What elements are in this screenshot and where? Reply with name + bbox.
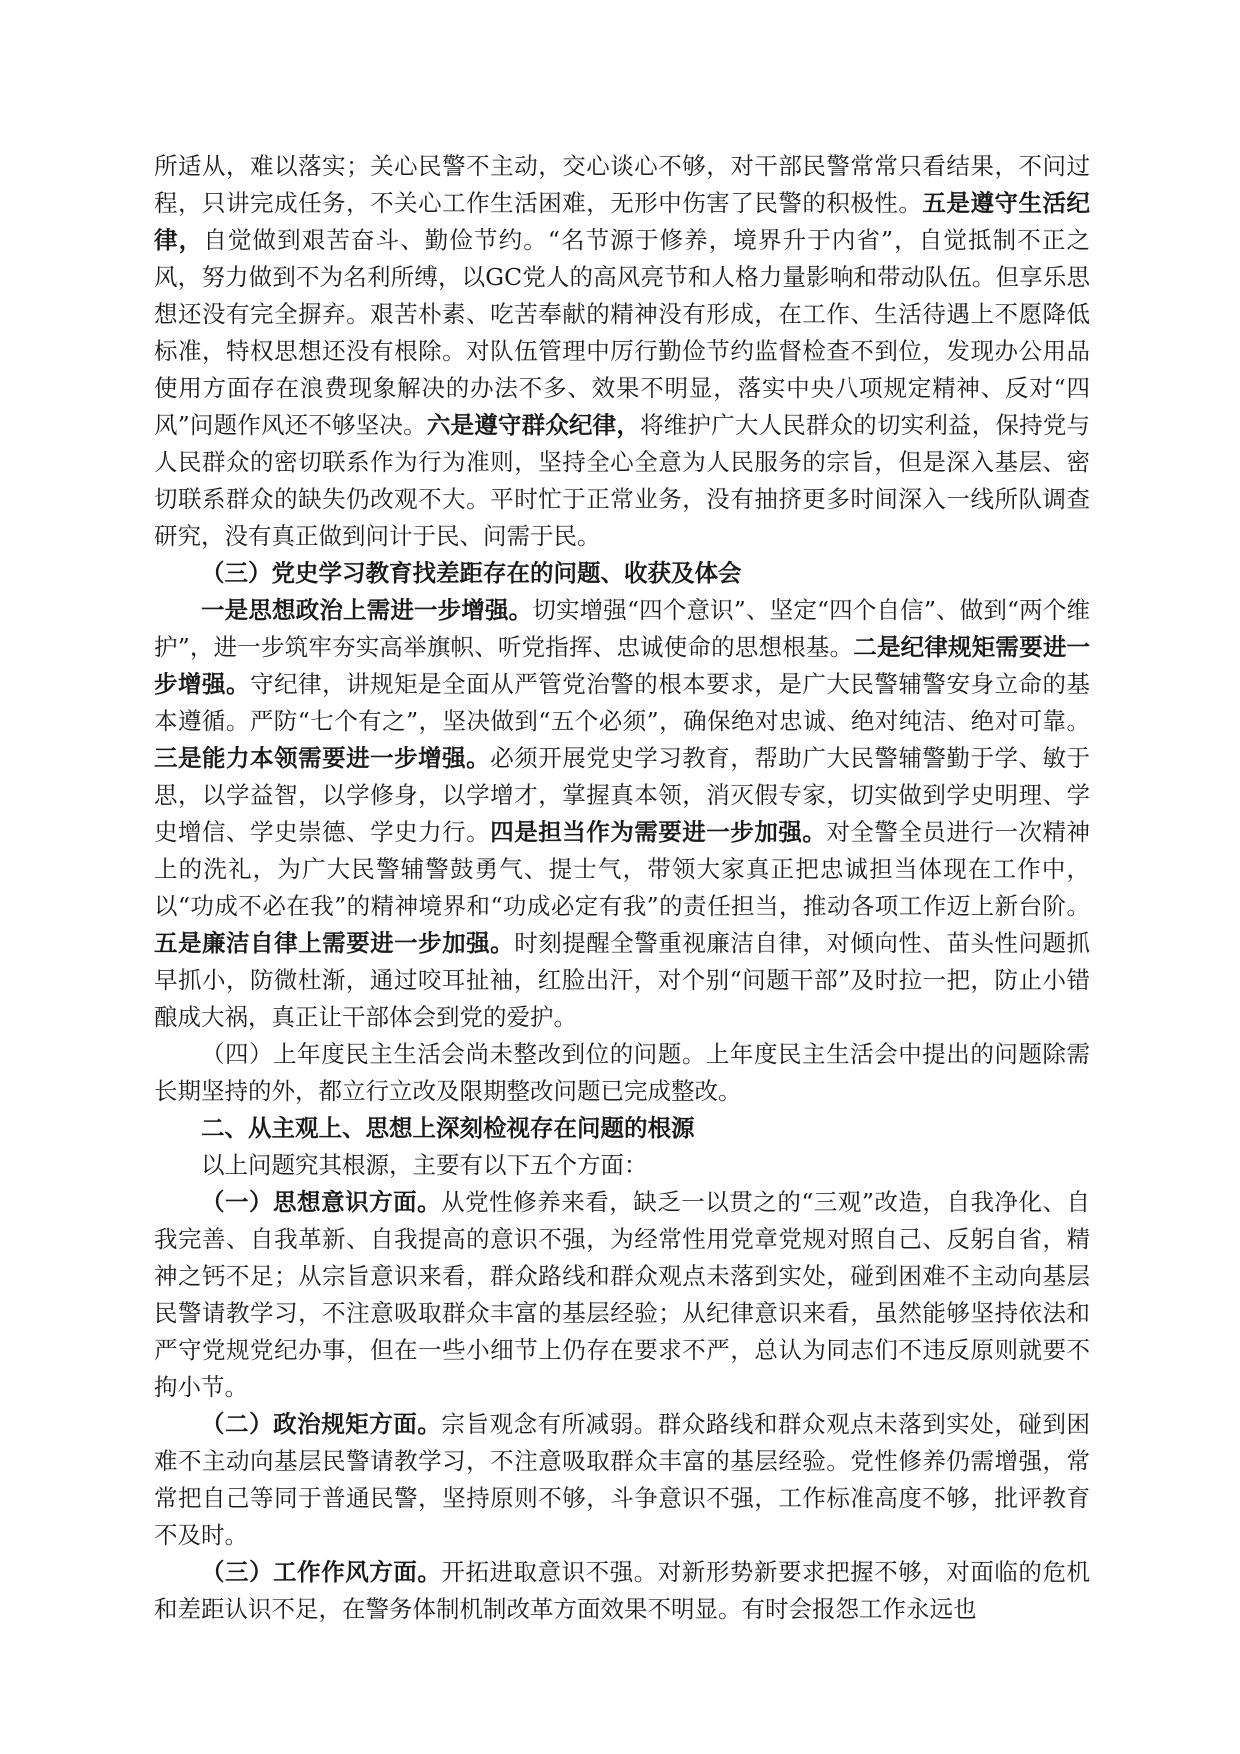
body-paragraph bbox=[154, 1184, 1090, 1406]
bold-phrase: （一）思想意识方面。 bbox=[201, 1188, 442, 1216]
bold-phrase: 四是担当作为需要进一步加强。 bbox=[490, 818, 827, 846]
bold-phrase: 二、从主观上、思想上深刻检视存在问题的根源 bbox=[201, 1114, 695, 1142]
text-run: 开拓进取意识不强。对新形势新要求把握不够，对面临的危机和差距认识不足，在警务体制机制改革方面效果不明显。有时会报怨工作永远也 bbox=[154, 1558, 1091, 1623]
text-run: 宗旨观念有所减弱。群众路线和群众观点未落到实处，碰到困难不主动向基层民警请教学习，不注意吸取群众丰富的基层经验。党性修养仍需增强，常常把自己等同于普通民警，坚持原则不够，斗争意识不强，工作标准高度不够，批评教育不及时。 bbox=[154, 1410, 1091, 1549]
bold-phrase: （三）党史学习教育找差距存在的问题、收获及体会 bbox=[201, 559, 742, 587]
bold-phrase: （三）工作作风方面。 bbox=[201, 1558, 442, 1586]
body-paragraph bbox=[154, 1036, 1090, 1110]
bold-phrase: 二是纪律规矩需要进一步增强。 bbox=[154, 633, 1091, 698]
text-run: 将维护广大人民群众的切实利益，保持党与人民群众的密切联系作为行为准则，坚持全心全意为人民服务的宗旨，但是深入基层、密切联系群众的缺失仍改观不大。平时忙于正常业务，没有抽挤更多时间深入一线所队调查研究，没有真正做到问计于民、问需于民。 bbox=[154, 411, 1091, 550]
text-run: 必须开展党史学习教育，帮助广大民警辅警勤于学、敏于思，以学益智，以学修身，以学增才，掌握真本领，消灭假专家，切实做到学史明理、学史增信、学史崇德、学史力行。 bbox=[154, 744, 1091, 846]
bold-phrase: 五是遵守生活纪律， bbox=[154, 189, 1091, 254]
body-paragraph bbox=[154, 1406, 1090, 1554]
section-heading bbox=[154, 555, 1090, 592]
text-run: 切实增强“四个意识”、坚定“四个自信”、做到“两个维护”，进一步筑牢夯实高举旗帜、听党指挥、忠诚使命的思想根基。 bbox=[154, 596, 1090, 661]
document-page bbox=[154, 148, 1090, 1628]
text-run: 以上问题究其根源，主要有以下五个方面： bbox=[201, 1151, 648, 1179]
bold-phrase: 五是廉洁自律上需要进一步加强。 bbox=[154, 929, 515, 957]
bold-phrase: 六是遵守群众纪律， bbox=[426, 411, 641, 439]
bold-phrase: 一是思想政治上需进一步增强。 bbox=[201, 596, 533, 624]
text-run: 从党性修养来看，缺乏一以贯之的“三观”改造，自我净化、自我完善、自我革新、自我提高的意识不强，为经常性用党章党规对照自己、反躬自省，精神之钙不足；从宗旨意识来看，群众路线和群众观点未落到实处，碰到困难不主动向基层民警请教学习，不注意吸取群众丰富的基层经验；从纪律意识来看，虽然能够坚持依法和严守党规党纪办事，但在一些小细节上仍存在要求不严，总认为同志们不违反原则就要不拘小节。 bbox=[154, 1188, 1091, 1401]
body-paragraph bbox=[154, 1147, 1090, 1184]
body-paragraph bbox=[154, 592, 1090, 1036]
bold-phrase: （二）政治规矩方面。 bbox=[201, 1410, 442, 1438]
text-run: 守纪律，讲规矩是全面从严管党治警的根本要求，是广大民警辅警安身立命的基本遵循。严防“七个有之”，坚决做到“五个必须”，确保绝对忠诚、绝对纯洁、绝对可靠。 bbox=[154, 670, 1091, 735]
body-paragraph bbox=[154, 148, 1090, 555]
text-run: 时刻提醒全警重视廉洁自律，对倾向性、苗头性问题抓早抓小，防微杜渐，通过咬耳扯袖，红脸出汗，对个别“问题干部”及时拉一把，防止小错酿成大祸，真正让干部体会到党的爱护。 bbox=[154, 929, 1091, 1031]
bold-phrase: 三是能力本领需要进一步增强。 bbox=[154, 744, 491, 772]
text-run: 所适从，难以落实；关心民警不主动，交心谈心不够，对干部民警常常只看结果，不问过程，只讲完成任务，不关心工作生活困难，无形中伤害了民警的积极性。 bbox=[154, 152, 1090, 217]
text-run: 对全警全员进行一次精神上的洗礼，为广大民警辅警鼓勇气、提士气，带领大家真正把忠诚担当体现在工作中，以“功成不必在我”的精神境界和“功成必定有我”的责任担当，推动各项工作迈上新台阶。 bbox=[154, 818, 1091, 920]
section-heading bbox=[154, 1110, 1090, 1147]
body-paragraph bbox=[154, 1554, 1090, 1628]
text-run: 自觉做到艰苦奋斗、勤俭节约。“名节源于修养，境界升于内省”，自觉抵制不正之风，努力做到不为名利所缚，以GC党人的高风亮节和人格力量影响和带动队伍。但享乐思想还没有完全摒弃。艰苦朴素、吃苦奉献的精神没有形成，在工作、生活待遇上不愿降低标准，特权思想还没有根除。对队伍管理中厉行勤俭节约监督检查不到位，发现办公用品使用方面存在浪费现象解决的办法不多、效果不明显，落实中央八项规定精神、反对“四风”问题作风还不够坚决。 bbox=[154, 226, 1091, 439]
text-run: （四）上年度民主生活会尚未整改到位的问题。上年度民主生活会中提出的问题除需长期坚持的外，都立行立改及限期整改问题已完成整改。 bbox=[154, 1040, 1090, 1105]
